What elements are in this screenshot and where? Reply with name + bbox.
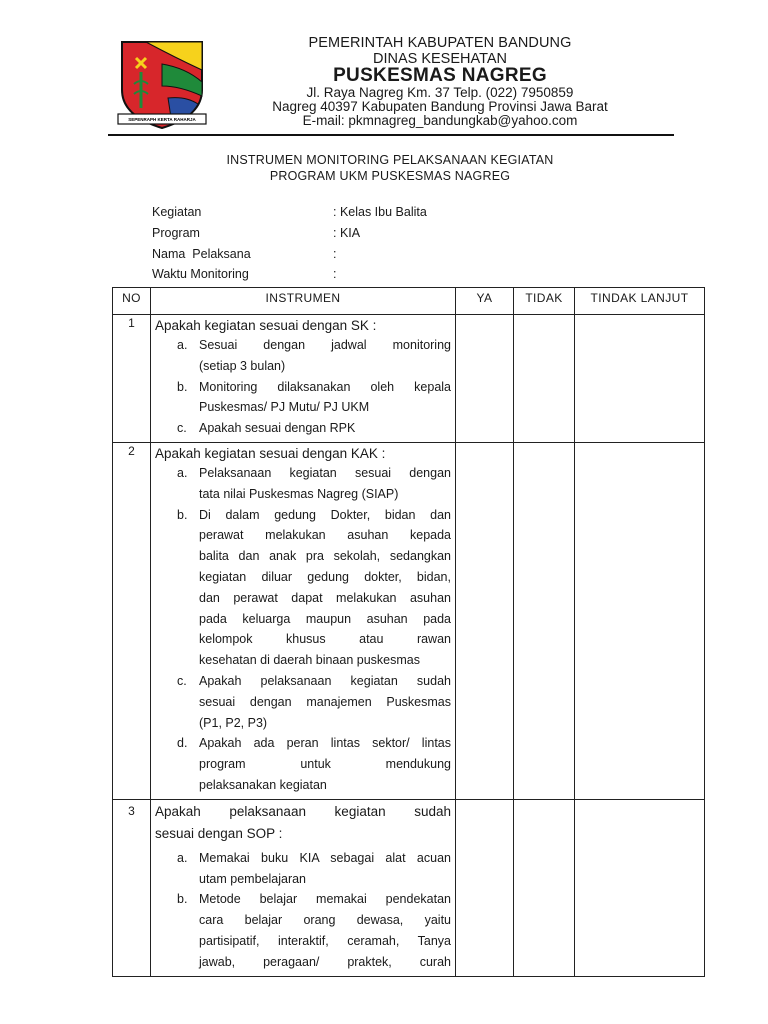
list-item: b. Di dalam gedung Dokter, bidan dan perawat melakukan asuhan kepada balita dan anak pra sekolah, sedangkan kegiatan diluar gedung dokter, bidan, dan perawat dapat melakukan asuhan pada keluarga maupun asuhan pada kelompok khusus atau rawan kesehatan di daerah binaan puskesmas — [177, 507, 451, 668]
list-item: b. Metode belajar memakai pendekatan cara belajar orang dewasa, yaitu partisipatif, interaktif, ceramah, Tanya jawab, peragaan/ praktek, curah — [177, 892, 451, 969]
cell-tidak[interactable] — [514, 442, 575, 799]
col-header-tindak-lanjut: TINDAK LANJUT — [575, 288, 705, 315]
instrument-cell — [151, 799, 456, 976]
table-header-row — [113, 288, 705, 315]
meta-label-kegiatan: Kegiatan — [152, 205, 202, 219]
col-header-instrumen: INSTRUMEN — [151, 288, 456, 315]
table-row — [113, 442, 705, 799]
list-item: b. Monitoring dilaksanakan oleh kepala Puskesmas/ PJ Mutu/ PJ UKM — [177, 379, 451, 415]
question-text: Apakah kegiatan sesuai dengan KAK : — [155, 445, 386, 461]
meta-label-waktu: Waktu Monitoring — [152, 267, 249, 281]
header-city: Nagreg 40397 Kabupaten Bandung Provinsi Jawa Barat — [272, 99, 608, 114]
cell-ya[interactable] — [456, 315, 514, 443]
meta-label-program: Program — [152, 226, 200, 240]
col-header-no: NO — [113, 288, 151, 315]
header-puskesmas-name: PUSKESMAS NAGREG — [333, 65, 547, 86]
col-header-tidak: TIDAK — [514, 288, 575, 315]
list-item: c. Apakah pelaksanaan kegiatan sudah sesuai dengan manajemen Puskesmas (P1, P2, P3) — [177, 673, 451, 730]
list-item: a. Memakai buku KIA sebagai alat acuan utam pembelajaran — [177, 850, 451, 886]
instrument-cell — [151, 442, 456, 799]
row-number: 3 — [113, 799, 151, 976]
list-item: d. Apakah ada peran lintas sektor/ lintas program untuk mendukung pelaksanakan kegiatan — [177, 736, 451, 792]
document-title: INSTRUMEN MONITORING PELAKSANAAN KEGIATAN — [226, 153, 554, 167]
question-text-line: sesuai dengan SOP : — [155, 825, 283, 841]
instrument-cell — [151, 315, 456, 443]
cell-tindak-lanjut[interactable] — [575, 315, 705, 443]
instrument-table — [112, 287, 705, 977]
cell-tidak[interactable] — [514, 799, 575, 976]
header-department: DINAS KESEHATAN — [372, 51, 508, 67]
question-text: Apakah kegiatan sesuai dengan SK : — [155, 318, 377, 333]
header-address: Jl. Raya Nagreg Km. 37 Telp. (022) 7950859 — [306, 85, 574, 100]
cell-ya[interactable] — [456, 799, 514, 976]
criteria-list — [155, 463, 451, 796]
criteria-list — [155, 335, 451, 439]
cell-tidak[interactable] — [514, 315, 575, 443]
header-government: PEMERINTAH KABUPATEN BANDUNG — [308, 35, 572, 51]
meta-label-pelaksana: Nama Pelaksana — [152, 247, 251, 261]
list-item: a. Pelaksanaan kegiatan sesuai dengan tata nilai Puskesmas Nagreg (SIAP) — [177, 465, 451, 501]
document-subtitle: PROGRAM UKM PUSKESMAS NAGREG — [269, 169, 511, 183]
col-header-ya: YA — [456, 288, 514, 315]
meta-value-kegiatan: : Kelas Ibu Balita — [333, 205, 427, 219]
cell-ya[interactable] — [456, 442, 514, 799]
row-number: 2 — [113, 442, 151, 799]
header-divider — [108, 134, 674, 136]
question-text-line: Apakah pelaksanaan kegiatan sudah — [155, 803, 451, 819]
row-number: 1 — [113, 315, 151, 443]
table-row — [113, 315, 705, 443]
kabupaten-bandung-logo — [116, 38, 208, 130]
meta-value-program: : KIA — [333, 226, 361, 240]
meta-value-waktu: : — [333, 267, 337, 281]
cell-tindak-lanjut[interactable] — [575, 442, 705, 799]
cell-tindak-lanjut[interactable] — [575, 799, 705, 976]
svg-text:SEPENRAPH KERTA RAHARJA: SEPENRAPH KERTA RAHARJA — [128, 117, 196, 122]
criteria-list — [155, 848, 451, 973]
meta-value-pelaksana: : — [333, 247, 337, 261]
list-item: a. Sesuai dengan jadwal monitoring (setiap 3 bulan) — [177, 338, 451, 373]
list-item: c. Apakah sesuai dengan RPK — [177, 421, 356, 436]
header-email: E-mail: pkmnagreg_bandungkab@yahoo.com — [302, 113, 578, 128]
table-row — [113, 799, 705, 976]
